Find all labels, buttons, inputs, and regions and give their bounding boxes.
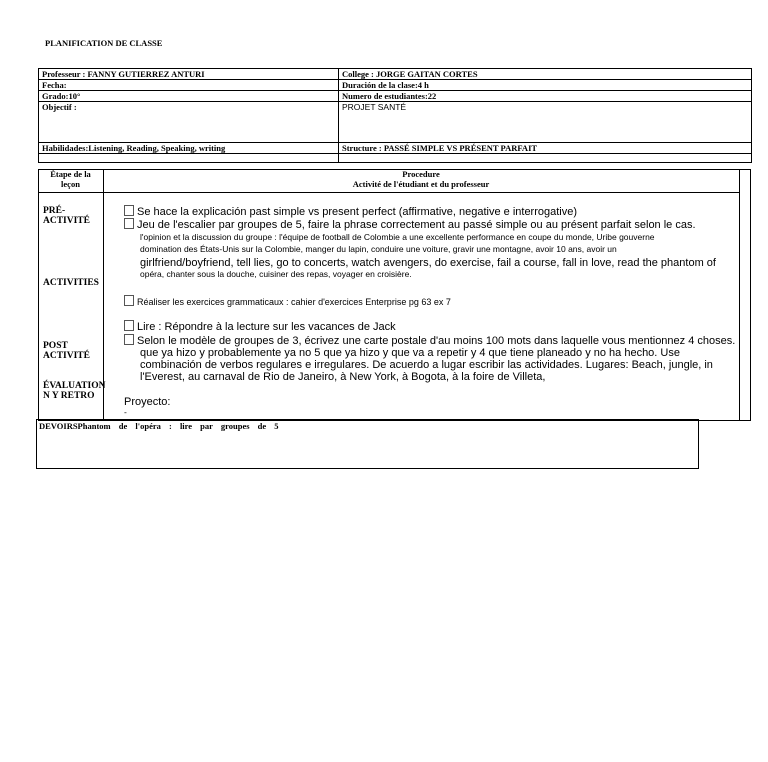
- numero-cell: Numero de estudiantes:22: [339, 91, 752, 102]
- procedure-item: [124, 218, 696, 231]
- procedure-header: [103, 169, 739, 193]
- procedure-header-line-1: Procedure: [402, 169, 440, 179]
- header-table: [38, 68, 752, 163]
- devoirs-box: [36, 419, 699, 469]
- procedure-item: [124, 205, 577, 218]
- devoirs-text: DEVOIRSPhantom de l'opéra : lire par groupes de 5: [39, 421, 279, 431]
- procedure-text: opéra, chanter sous la douche, cuisiner des repas, voyager en croisière.: [140, 269, 412, 279]
- proyecto-item: -: [124, 407, 127, 417]
- procedure-text: domination des États-Unis sur la Colombie, manger du lapin, conduire une voiture, gravir une montagne, avoir 10 ans, avoir un: [140, 244, 617, 254]
- stage-eval-line-1: ÉVALUATION: [43, 381, 106, 391]
- habilidades-cell: Habilidades:Listening, Reading, Speaking, writing: [39, 143, 339, 154]
- checkbox-icon: [124, 334, 134, 345]
- stage-header-line-2: leçon: [61, 179, 80, 189]
- stage-pre-line-2: ACTIVITÉ: [43, 216, 90, 226]
- stage-header-line-1: Étape de la: [50, 169, 91, 179]
- procedure-text: Selon le modèle de groupes de 3, écrivez une carte postale d'au moins 100 mots dans laquelle vous mentionnez 4 choses.: [137, 335, 736, 347]
- checkbox-icon: [124, 205, 134, 216]
- stage-activities: ACTIVITIES: [43, 278, 99, 288]
- document-title: PLANIFICATION DE CLASSE: [45, 38, 163, 48]
- stage-evaluation: [43, 381, 105, 401]
- stage-eval-line-2: N Y RETRO: [43, 391, 95, 401]
- procedure-text: Réaliser les exercices grammaticaux : cahier d'exercices Enterprise pg 63 ex 7: [137, 297, 451, 307]
- procedure-text: combinación de verbos regulares e irregulares. De acuerdo a lugar escribir las actividades. Lugares: Beach, jungle, in: [140, 359, 713, 371]
- procedure-text: l'Everest, au carnaval de Rio de Janeiro, à New York, à Bogota, à la foire de Villeta,: [140, 371, 546, 383]
- procedure-text: Lire : Répondre à la lecture sur les vacances de Jack: [137, 321, 396, 333]
- professeur-cell: Professeur : FANNY GUTIERREZ ANTURI: [39, 69, 339, 80]
- stage-post-activite: [43, 341, 90, 361]
- procedure-item: [124, 320, 396, 333]
- procedure-text: que ya hizo y probablemente ya no 5 que ya hizo y que va a repetir y 4 que tiene planeado y no ha hecho. Use: [140, 347, 680, 359]
- projet-cell: PROJET SANTÉ: [339, 102, 752, 143]
- procedure-text: Se hace la explicación past simple vs present perfect (affirmative, negative e interrogative): [137, 206, 578, 218]
- duracion-cell: Duración de la clase:4 h: [339, 80, 752, 91]
- procedure-item: [124, 334, 735, 347]
- stage-header: [38, 169, 103, 193]
- fecha-cell: Fecha:: [39, 80, 339, 91]
- empty-cell: [39, 154, 339, 163]
- procedure-header-line-2: Activité de l'étudiant et du professeur: [352, 179, 490, 189]
- objectif-cell: Objectif :: [39, 102, 339, 143]
- procedure-text: Jeu de l'escalier par groupes de 5, faire la phrase correctement au passé simple ou au présent parfait selon le cas.: [137, 219, 696, 231]
- structure-cell: Structure : PASSÉ SIMPLE VS PRÉSENT PARFAIT: [339, 143, 752, 154]
- procedure-text: girlfriend/boyfriend, tell lies, go to concerts, watch avengers, do exercise, fail a course, fall in love, read the phantom of: [140, 257, 716, 269]
- checkbox-icon: [124, 218, 134, 229]
- empty-cell: [339, 154, 752, 163]
- procedure-text: l'opinion et la discussion du groupe : l'équipe de football de Colombie a une excellente performance en coupe du monde, Uribe gouverne: [140, 232, 655, 242]
- proyecto-label: Proyecto:: [124, 396, 171, 408]
- stage-post-line-1: POST: [43, 341, 68, 351]
- checkbox-icon: [124, 295, 134, 306]
- stage-pre-activite: [43, 206, 90, 226]
- stage-pre-line-1: PRÉ-: [43, 206, 66, 216]
- procedure-right-column: [738, 169, 751, 421]
- college-cell: College : JORGE GAITAN CORTES: [339, 69, 752, 80]
- procedure-item: [124, 295, 451, 308]
- checkbox-icon: [124, 320, 134, 331]
- grado-cell: Grado:10°: [39, 91, 339, 102]
- stage-post-line-2: ACTIVITÉ: [43, 351, 90, 361]
